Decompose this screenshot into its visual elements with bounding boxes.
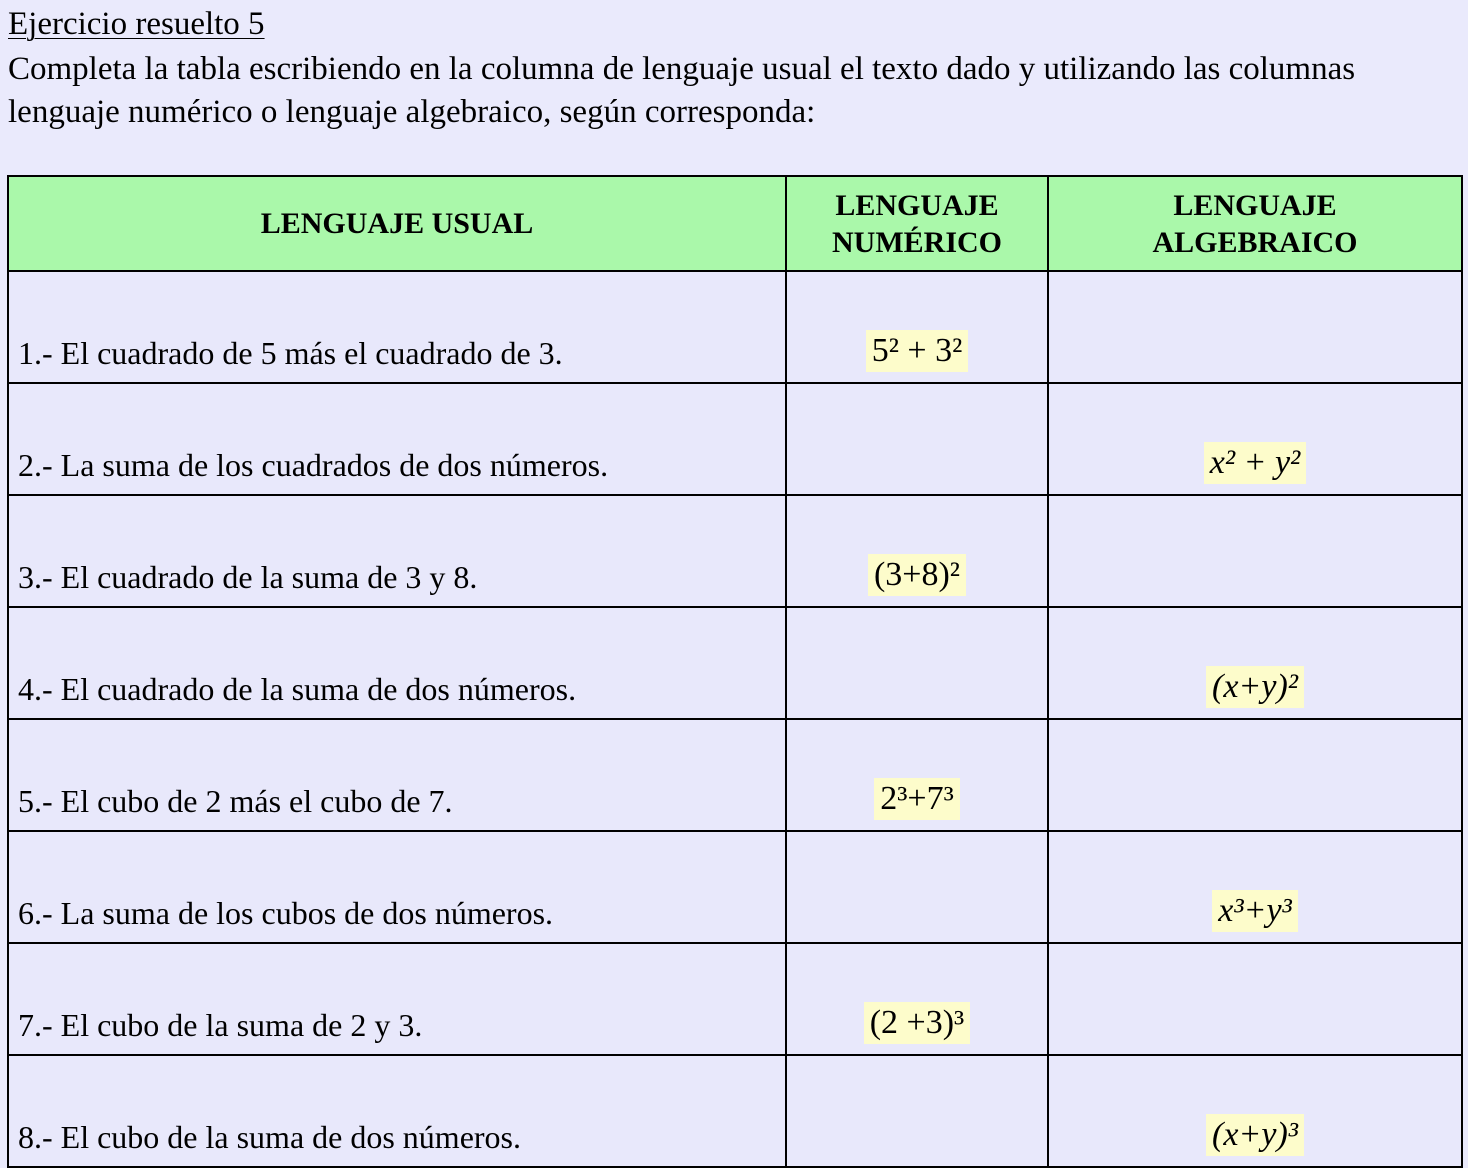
table-row [8,495,1462,607]
numeric-expression: (2 +3)³ [864,1002,971,1044]
table-row [8,383,1462,495]
table-row [8,719,1462,831]
numeric-cell [786,1055,1048,1167]
numeric-cell [786,383,1048,495]
numeric-cell [786,607,1048,719]
algebraic-cell [1048,607,1462,719]
numeric-cell [786,271,1048,383]
header-algebraico-line2: ALGEBRAICO [1152,225,1358,259]
usual-cell: 5.- El cubo de 2 más el cubo de 7. [8,719,786,831]
header-lenguaje-usual: LENGUAJE USUAL [8,176,786,271]
algebraic-cell [1048,1055,1462,1167]
usual-cell: 3.- El cuadrado de la suma de 3 y 8. [8,495,786,607]
algebraic-cell [1048,271,1462,383]
usual-cell: 1.- El cuadrado de 5 más el cuadrado de 3. [8,271,786,383]
numeric-cell [786,495,1048,607]
usual-cell: 8.- El cubo de la suma de dos números. [8,1055,786,1167]
table-row [8,271,1462,383]
algebraic-cell [1048,383,1462,495]
header-lenguaje-algebraico [1048,176,1462,271]
exercise-title: Ejercicio resuelto 5 [8,6,265,42]
header-algebraico-line1: LENGUAJE [1173,188,1337,222]
numeric-cell [786,943,1048,1055]
numeric-expression: (3+8)² [868,554,966,596]
algebraic-cell [1048,495,1462,607]
table-row [8,943,1462,1055]
numeric-expression: 5² + 3² [866,330,969,372]
usual-cell: 2.- La suma de los cuadrados de dos números. [8,383,786,495]
numeric-cell [786,719,1048,831]
header-numerico-line2: NUMÉRICO [832,225,1002,259]
algebraic-cell [1048,719,1462,831]
algebraic-expression: x² + y² [1204,442,1307,484]
language-table [7,175,1463,1168]
algebraic-expression: (x+y)³ [1206,1114,1304,1156]
table-row [8,1055,1462,1167]
algebraic-expression: (x+y)² [1206,666,1304,708]
instructions-text: Completa la tabla escribiendo en la columna de lenguaje usual el texto dado y utilizando las columnas lenguaje numérico o lenguaje algebraico, según corresponda: [8,51,1356,130]
table-row [8,831,1462,943]
table-header-row [8,176,1462,271]
usual-cell: 7.- El cubo de la suma de 2 y 3. [8,943,786,1055]
table-row [8,607,1462,719]
usual-cell: 4.- El cuadrado de la suma de dos números. [8,607,786,719]
header-numerico-line1: LENGUAJE [835,188,999,222]
algebraic-expression: x³+y³ [1212,890,1298,932]
header-lenguaje-numerico [786,176,1048,271]
algebraic-cell [1048,943,1462,1055]
usual-cell: 6.- La suma de los cubos de dos números. [8,831,786,943]
numeric-expression: 2³+7³ [874,778,960,820]
numeric-cell [786,831,1048,943]
algebraic-cell [1048,831,1462,943]
